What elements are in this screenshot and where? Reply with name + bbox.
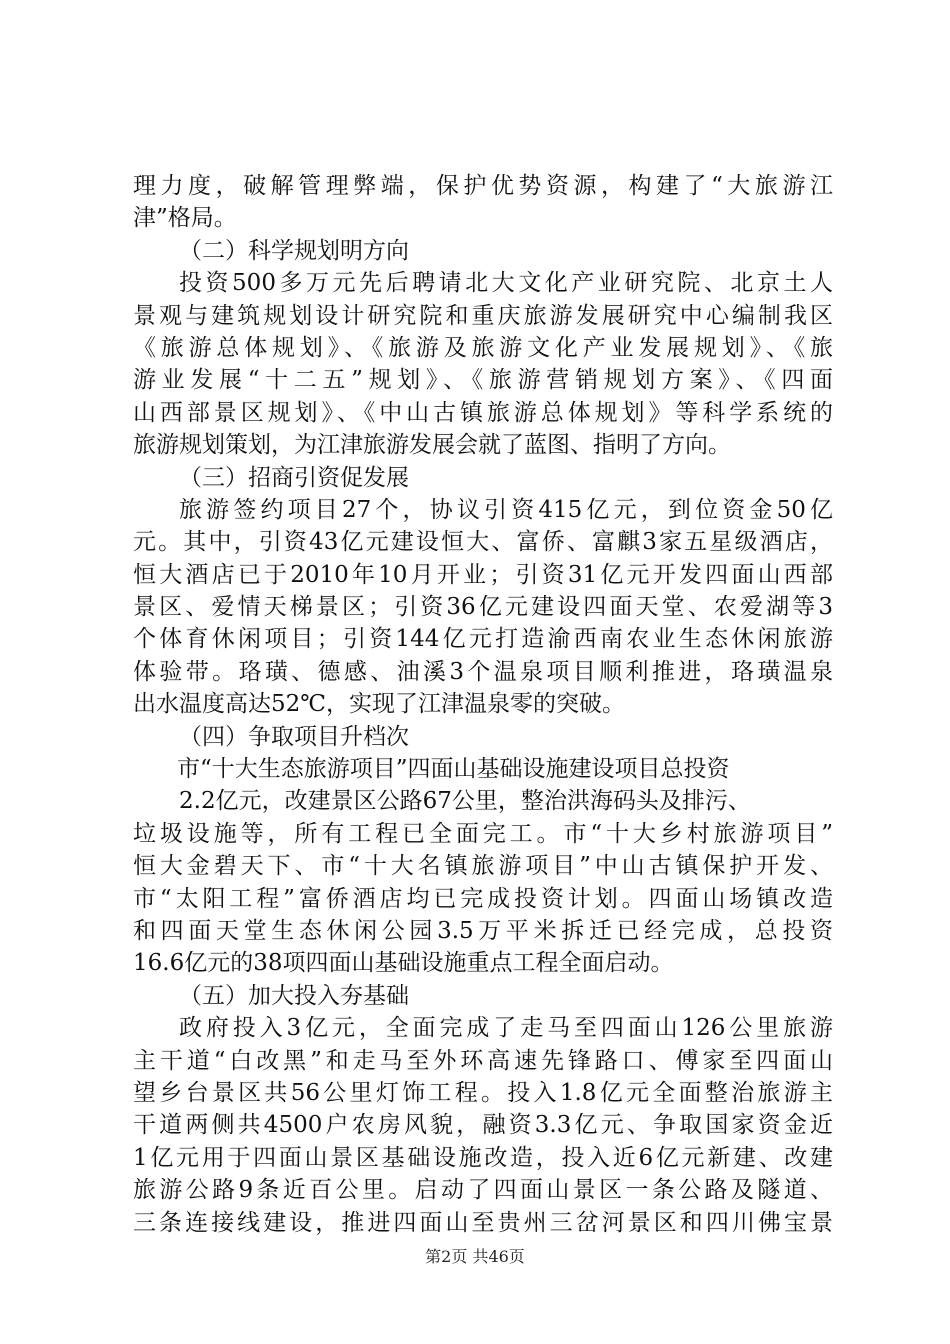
text-line: 主干道“白改黑”和走马至外环高速先锋路口、傅家至四面山 (133, 1047, 833, 1074)
text-line: 16.6亿元的38项四面山基础设施重点工程全面启动。 (133, 950, 674, 977)
text-line: 市“太阳工程”富侨酒店均已完成投资计划。四面山场镇改造 (133, 885, 833, 912)
text-line: 景观与建筑规划设计研究院和重庆旅游发展研究中心编制我区 (133, 302, 833, 329)
text-line: 望乡台景区共56公里灯饰工程。投入1.8亿元全面整治旅游主 (133, 1079, 833, 1106)
text-line: 旅游签约项目27个，协议引资415亿元，到位资金50亿 (179, 496, 833, 523)
text-line: 《旅游总体规划》、《旅游及旅游文化产业发展规划》、《旅 (133, 334, 833, 361)
text-line: 游业发展“十二五”规划》、《旅游营销规划方案》、《四面 (133, 367, 833, 394)
text-line: 垃圾设施等，所有工程已全面完工。市“十大乡村旅游项目” (133, 820, 833, 847)
text-line: 1亿元用于四面山景区基础设施改造，投入近6亿元新建、改建 (133, 1144, 833, 1171)
text-line: 景区、爱情天梯景区；引资36亿元建设四面天堂、农爱湖等3 (133, 594, 833, 621)
text-line: 市“十大生态旅游项目”四面山基础设施建设项目总投资 (177, 756, 730, 783)
page-footer: 第2页 共46页 (425, 1247, 525, 1266)
text-line: 恒大金碧天下、市“十大名镇旅游项目”中山古镇保护开发、 (133, 853, 833, 880)
section-heading: （三）招商引资促发展 (179, 464, 409, 491)
text-line: 个体育休闲项目；引资144亿元打造渝西南农业生态休闲旅游 (133, 626, 833, 653)
text-line: 旅游规划策划，为江津旅游发展会就了蓝图、指明了方向。 (133, 432, 731, 459)
text-line: 和四面天堂生态休闲公园3.5万平米拆迁已经完成，总投资 (133, 917, 833, 944)
text-line: 旅游公路9条近百公里。启动了四面山景区一条公路及隧道、 (133, 1177, 833, 1204)
text-line: 干道两侧共4500户农房风貌，融资3.3亿元、争取国家资金近 (133, 1112, 833, 1139)
text-line: 2.2亿元，改建景区公路67公里，整治洪海码头及排污、 (179, 788, 751, 815)
text-line: 出水温度高达52℃，实现了江津温泉零的突破。 (133, 691, 625, 718)
text-line: 津”格局。 (133, 205, 237, 232)
text-line: 三条连接线建设，推进四面山至贵州三岔河景区和四川佛宝景 (133, 1209, 833, 1236)
text-line: 理力度，破解管理弊端，保护优势资源，构建了“大旅游江 (133, 173, 833, 199)
text-line: 投资500多万元先后聘请北大文化产业研究院、北京土人 (179, 270, 833, 297)
text-line: 元。其中，引资43亿元建设恒大、富侨、富麒3家五星级酒店， (133, 529, 833, 556)
text-line: 政府投入3亿元，全面完成了走马至四面山126公里旅游 (179, 1015, 833, 1042)
text-line: 体验带。珞璜、德感、油溪3个温泉项目顺利推进，珞璜温泉 (133, 658, 833, 685)
text-line: 恒大酒店已于2010年10月开业；引资31亿元开发四面山西部 (133, 561, 833, 588)
section-heading: （四）争取项目升档次 (179, 723, 409, 750)
text-line: 山西部景区规划》、《中山古镇旅游总体规划》等科学系统的 (133, 399, 833, 426)
body-text (133, 170, 833, 1239)
section-heading: （五）加大投入夯基础 (179, 982, 409, 1009)
section-heading: （二）科学规划明方向 (179, 237, 409, 264)
